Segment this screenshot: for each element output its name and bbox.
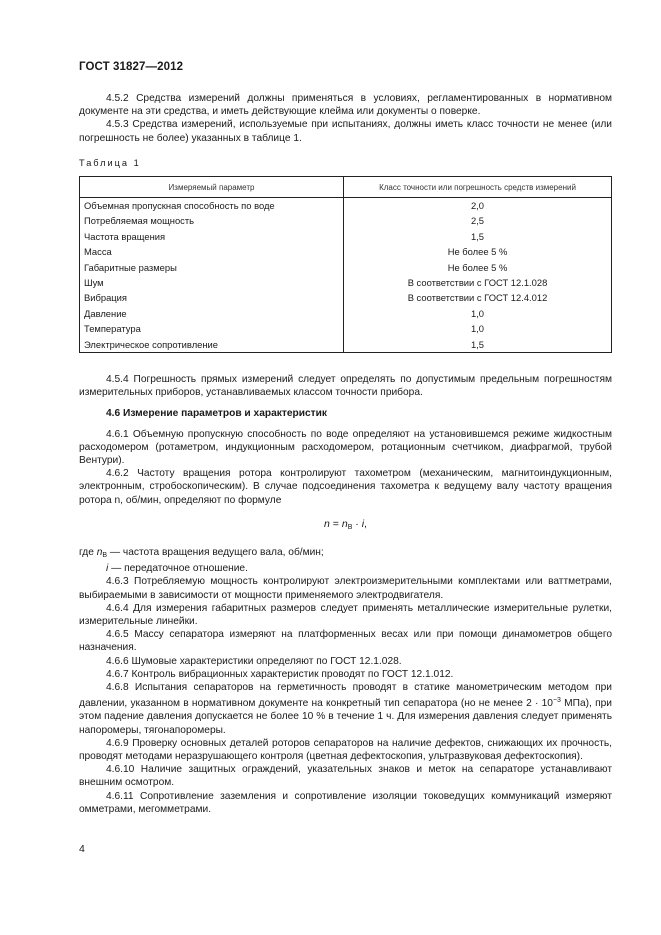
table-1	[79, 176, 612, 353]
table-row	[80, 213, 612, 228]
document-header: ГОСТ 31827—2012	[79, 61, 184, 73]
paragraph-4-6-6: 4.6.6 Шумовые характеристики определяют по ГОСТ 12.1.028.	[106, 655, 402, 667]
paragraph-4-6-7: 4.6.7 Контроль вибрационных характеристик проводят по ГОСТ 12.1.012.	[106, 668, 454, 680]
where-def-2: — передаточное отношение.	[108, 563, 248, 575]
paragraph-4-6-10: 4.6.10 Наличие защитных ограждений, указательных знаков и меток на сепараторе устанавливают внешним осмотром.	[79, 764, 612, 789]
paragraph-4-5-2: 4.5.2 Средства измерений должны применяться в условиях, регламентированных в нормативном документе на эти средства, и иметь действующие клейма или документы о поверке.	[79, 93, 612, 118]
paragraph-4-6-8-part2: МПа), при этом падение давления допускается не более 10 % в течение 1 ч. Для измерения давления следует применять напоромеры, тягонапоромеры.	[79, 698, 612, 736]
formula-var-n: n	[324, 517, 330, 530]
table-row	[80, 337, 612, 353]
formula-var-n2: n	[341, 517, 348, 530]
table-row	[80, 275, 612, 290]
table-row	[80, 229, 612, 244]
table-cell-accuracy: 1,5	[344, 337, 612, 353]
table-caption: Таблица 1	[79, 158, 141, 168]
paragraph-4-6-4: 4.6.4 Для измерения габаритных размеров следует применять металлические измерительные рулетки, измерительные линейки.	[79, 602, 612, 628]
formula-comma: ,	[364, 517, 367, 530]
formula-dot: ·	[352, 517, 362, 530]
paragraphs-top	[79, 92, 612, 145]
table-cell-parameter: Потребляемая мощность	[80, 213, 344, 228]
table-row	[80, 198, 612, 214]
paragraph-4-5-3: 4.5.3 Средства измерений, используемые при испытаниях, должны иметь класс точности не менее (или погрешность не более) указанных в таблице 1.	[79, 119, 612, 144]
paragraph-4-5-4: 4.5.4 Погрешность прямых измерений следует определять по допустимым предельным погрешностям измерительных приборов, устанавливаемых классом точности прибора.	[79, 374, 612, 399]
table-header-accuracy: Класс точности или погрешность средств измерений	[344, 177, 612, 198]
table-cell-parameter: Электрическое сопротивление	[80, 337, 344, 353]
where-line-2	[106, 562, 612, 575]
table-cell-accuracy: В соответствии с ГОСТ 12.1.028	[344, 275, 612, 290]
paragraph-4-6-8-part1: 4.6.8 Испытания сепараторов на герметичность проводят в статике манометрическим методом при давлении, указанном в нормативном документе на конкретный тип сепаратора (но не менее 2 · 10	[79, 682, 612, 710]
table-cell-parameter: Вибрация	[80, 290, 344, 305]
table-row	[80, 306, 612, 321]
paragraph-4-6-11: 4.6.11 Сопротивление заземления и сопротивление изоляции токоведущих коммуникаций измеряют омметрами, мегомметрами.	[79, 790, 612, 815]
where-subscript: В	[102, 552, 108, 560]
paragraph-4-6-5: 4.6.5 Массу сепаратора измеряют на платформенных весах или при помощи динамометров общего назначения.	[79, 629, 612, 654]
formula-equals: =	[329, 517, 342, 530]
paragraph-4-6-8-exponent: −3	[552, 697, 561, 705]
table-cell-parameter: Габаритные размеры	[80, 260, 344, 275]
table-row	[80, 244, 612, 259]
table-header-parameter: Измеряемый параметр	[80, 177, 344, 198]
table-cell-accuracy: 2,0	[344, 198, 612, 214]
table-cell-parameter: Объемная пропускная способность по воде	[80, 198, 344, 214]
table-cell-accuracy: В соответствии с ГОСТ 12.4.012	[344, 290, 612, 305]
table-cell-parameter: Шум	[80, 275, 344, 290]
where-prefix: где	[79, 547, 97, 559]
where-line-1	[79, 546, 612, 562]
main-text	[79, 373, 612, 816]
table-cell-parameter: Масса	[80, 244, 344, 259]
paragraph-4-6-3: 4.6.3 Потребляемую мощность контролируют электроизмерительными комплектами или ваттметрами, выбираемыми в зависимости от мощности применяемого электродвигателя.	[79, 576, 612, 601]
table-row	[80, 321, 612, 336]
formula-subscript: В	[347, 523, 353, 531]
table-cell-accuracy: 1,0	[344, 321, 612, 336]
table-cell-accuracy: Не более 5 %	[344, 260, 612, 275]
paragraph-4-6-1: 4.6.1 Объемную пропускную способность по воде определяют на установившемся режиме жидкостным расходомером (ротаметром, индукционным расходомером, ротационным счетчиком, диафрагмой, трубой Вентури).	[79, 428, 612, 467]
table-cell-parameter: Частота вращения	[80, 229, 344, 244]
formula-var-i: i	[361, 517, 365, 530]
where-var-i: i	[106, 563, 109, 575]
table-cell-accuracy: 1,0	[344, 306, 612, 321]
paragraph-4-6-8	[79, 681, 612, 737]
table-row	[80, 290, 612, 305]
table-row	[80, 260, 612, 275]
section-title: 4.6 Измерение параметров и характеристик	[106, 408, 328, 420]
paragraph-4-6-9: 4.6.9 Проверку основных деталей роторов сепараторов на наличие дефектов, снижающих их прочность, проводят методами неразрушающего контроля (цветная дефектоскопия, ультразвуковая дефектоскопия).	[79, 737, 612, 763]
table-cell-accuracy: Не более 5 %	[344, 244, 612, 259]
paragraph-4-6-2: 4.6.2 Частоту вращения ротора контролируют тахометром (механическим, магнитоиндукционным, электронным, стробоскопическим). В случае подсоединения тахометра к ведущему валу частоту вращения ротора n, об/мин, определяют по формуле	[79, 468, 612, 506]
where-var-n: n	[96, 547, 103, 559]
page-number: 4	[79, 843, 85, 855]
formula	[79, 518, 612, 534]
table-cell-accuracy: 2,5	[344, 213, 612, 228]
table-cell-parameter: Давление	[80, 306, 344, 321]
table-cell-parameter: Температура	[80, 321, 344, 336]
where-def-1: — частота вращения ведущего вала, об/мин;	[107, 547, 324, 559]
table-cell-accuracy: 1,5	[344, 229, 612, 244]
